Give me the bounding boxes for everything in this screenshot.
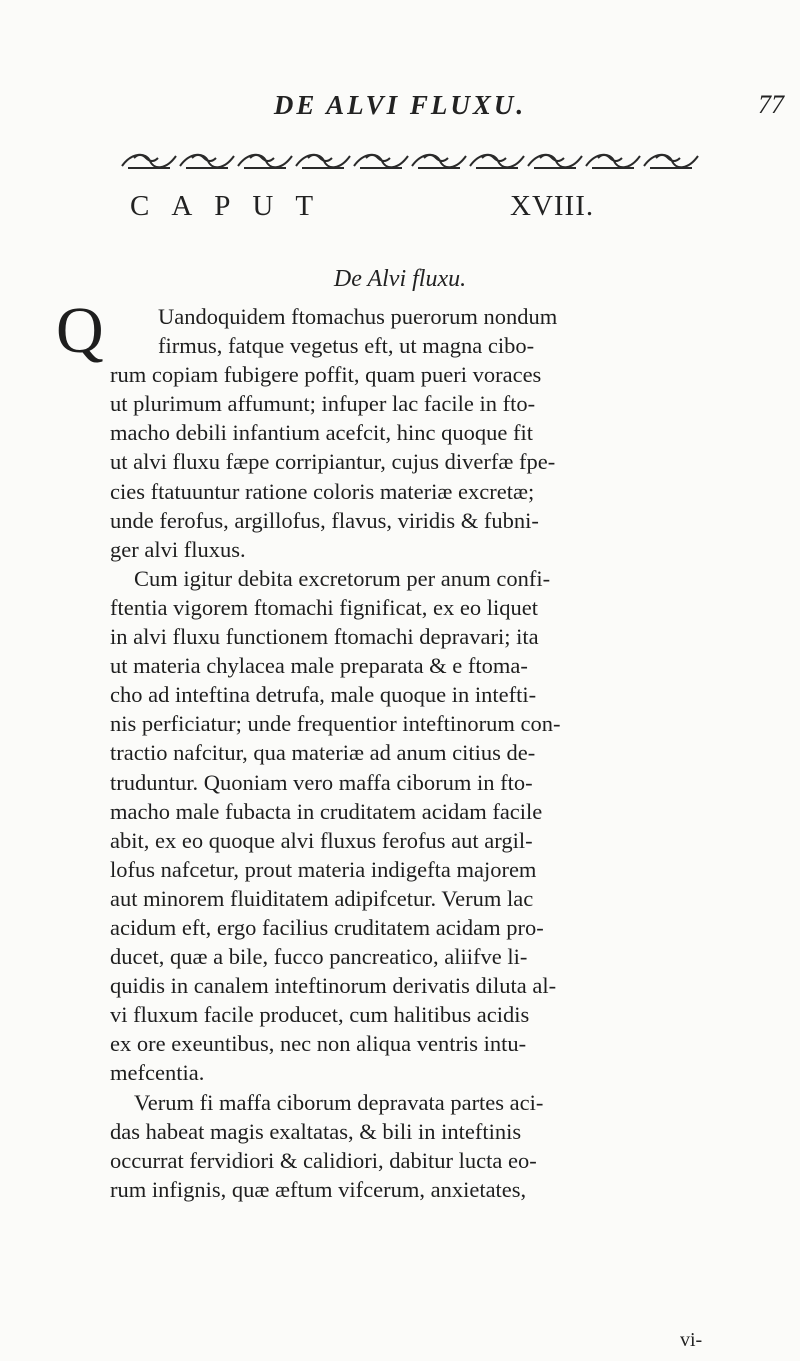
chapter-number: XVIII. xyxy=(510,190,595,222)
text-line: cies ftatuuntur ratione coloris materiæ excretæ; xyxy=(110,478,535,504)
ornament-scroll xyxy=(354,155,408,168)
text-line: vi fluxum facile producet, cum halitibus acidis xyxy=(110,1002,530,1028)
text-line: quidis in canalem inteftinorum derivatis diluta al- xyxy=(110,973,557,999)
text-line: ut materia chylacea male preparata & e ftoma- xyxy=(110,653,528,679)
text-line: rum infignis, quæ æftum vifcerum, anxietates, xyxy=(110,1176,527,1202)
text-line: firmus, fatque vegetus eft, ut magna cibo- xyxy=(158,333,535,359)
body-text xyxy=(110,302,704,1204)
text-line: abit, ex eo quoque alvi fluxus ferofus aut argil- xyxy=(110,827,533,853)
ornament-scroll xyxy=(296,155,350,168)
ornament-scroll xyxy=(470,155,524,168)
text-line: ut alvi fluxu fæpe corripiantur, cujus diverfæ fpe- xyxy=(110,449,556,475)
ornament-scroll xyxy=(412,155,466,168)
ornament-scroll xyxy=(586,155,640,168)
text-line: Verum fi maffa ciborum depravata partes aci- xyxy=(134,1089,544,1115)
text-line: macho male fubacta in cruditatem acidam facile xyxy=(110,798,543,824)
text-line: unde ferofus, argillofus, flavus, viridis & fubni- xyxy=(110,507,539,533)
text-line: das habeat magis exaltatas, & bili in inteftinis xyxy=(110,1118,522,1144)
text-line: occurrat fervidiori & calidiori, dabitur lucta eo- xyxy=(110,1147,537,1173)
text-line: ger alvi fluxus. xyxy=(110,536,246,562)
ornament-scroll xyxy=(528,155,582,168)
ornament-scroll xyxy=(180,155,234,168)
text-line: ex ore exeuntibus, nec non aliqua ventris intu- xyxy=(110,1031,527,1057)
chapter-word: CAPUT xyxy=(130,190,336,222)
chapter-subtitle: De Alvi fluxu. xyxy=(333,266,467,292)
ornament-scroll xyxy=(644,155,698,168)
catchword: vi- xyxy=(680,1329,703,1351)
ornament-band-graphic xyxy=(120,150,700,172)
ornament-band xyxy=(120,150,700,172)
text-line: ftentia vigorem ftomachi fignificat, ex eo liquet xyxy=(110,594,538,620)
text-line: nis perficiatur; unde frequentior inteftinorum con- xyxy=(110,711,561,737)
ornament-scroll xyxy=(238,155,292,168)
text-line: acidum eft, ergo facilius cruditatem acidam pro- xyxy=(110,914,544,940)
text-line: lofus nafcetur, prout materia indigefta majorem xyxy=(110,856,537,882)
running-head xyxy=(0,90,800,130)
text-line: mefcentia. xyxy=(110,1060,205,1086)
ornament-scroll xyxy=(122,155,176,168)
text-line: macho debili infantium acefcit, hinc quoque fit xyxy=(110,420,533,446)
drop-cap: Q xyxy=(56,294,104,367)
text-line: ut plurimum affumunt; infuper lac facile in fto- xyxy=(110,391,536,417)
chapter-heading xyxy=(120,190,710,230)
text-line: in alvi fluxu functionem ftomachi depravari; ita xyxy=(110,624,539,650)
text-line: aut minorem fluiditatem adipifcetur. Verum lac xyxy=(110,885,534,911)
text-line: cho ad inteftina detrufa, male quoque in intefti- xyxy=(110,682,537,708)
page-number: 77 xyxy=(758,90,784,119)
text-line: truduntur. Quoniam vero maffa ciborum in fto- xyxy=(110,769,533,795)
text-line: tractio nafcitur, qua materiæ ad anum citius de- xyxy=(110,740,536,766)
text-line: rum copiam fubigere poffit, quam pueri voraces xyxy=(110,362,542,388)
text-line: Cum igitur debita excretorum per anum confi- xyxy=(134,565,551,591)
text-line: ducet, quæ a bile, fucco pancreatico, aliifve li- xyxy=(110,944,528,970)
running-title: DE ALVI FLUXU. xyxy=(273,90,527,120)
text-line: Uandoquidem ftomachus puerorum nondum xyxy=(158,304,558,329)
